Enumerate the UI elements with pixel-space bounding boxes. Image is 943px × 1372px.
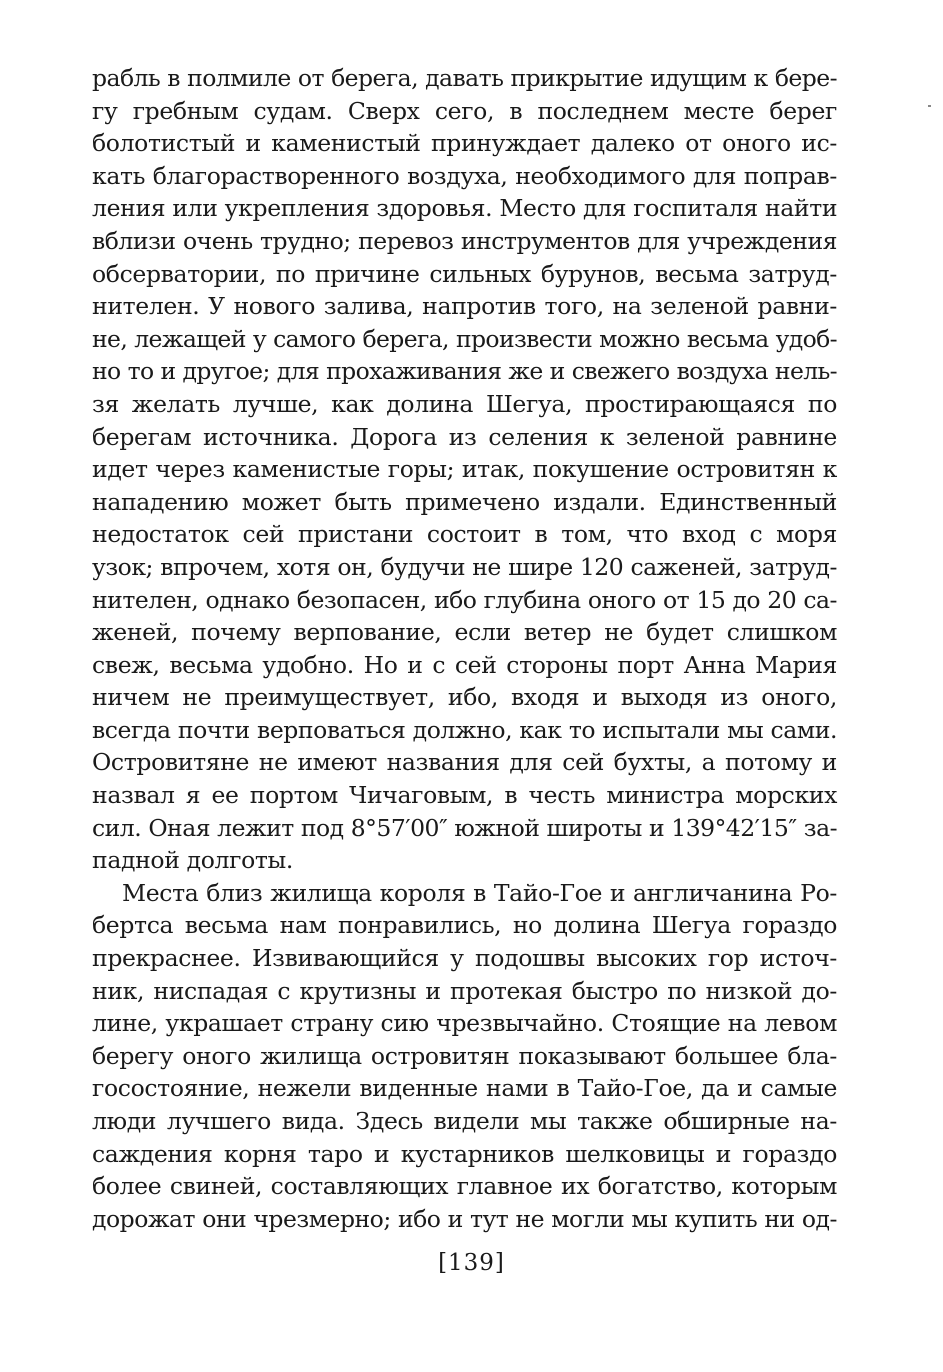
text-line: берегам источника. Дорога из селения к зеленой равнине	[92, 422, 837, 451]
text-line: болотистый и каменистый принуждает далеко от оного ис-	[92, 129, 837, 158]
text-line: более свиней, составляющих главное их богатство, которым	[92, 1172, 837, 1201]
paragraph	[92, 877, 837, 1236]
body-text	[92, 62, 837, 1235]
text-line: госостояние, нежели виденные нами в Тайо-Гое, да и самые	[92, 1074, 837, 1103]
text-line: обсерватории, по причине сильных бурунов, весьма затруд-	[92, 259, 837, 288]
text-line: ления или укрепления здоровья. Место для госпиталя найти	[92, 194, 838, 223]
text-line: зя желать лучше, как долина Шегуа, простирающаяся по	[92, 389, 837, 418]
text-line: всегда почти верповаться должно, как то испытали мы сами.	[92, 715, 837, 744]
text-line: Места близ жилища короля в Тайо-Гое и англичанина Ро-	[122, 878, 837, 907]
text-line: прекраснее. Извивающийся у подошвы высоких гор источ-	[92, 944, 837, 973]
text-line: саждения корня таро и кустарников шелковицы и гораздо	[92, 1139, 837, 1168]
page-number: [139]	[438, 1250, 505, 1276]
text-line: свеж, весьма удобно. Но и с сей стороны порт Анна Мария	[92, 650, 837, 679]
text-line: ничем не преимуществует, ибо, входя и выходя из оного,	[92, 683, 837, 712]
text-line: идет через каменистые горы; итак, покушение островитян к	[92, 455, 837, 484]
text-line: но то и другое; для прохаживания же и свежего воздуха нель-	[92, 357, 837, 386]
text-line: нителен, однако безопасен, ибо глубина оного от 15 до 20 са-	[92, 585, 837, 614]
text-line: узок; впрочем, хотя он, будучи не шире 120 саженей, затруд-	[92, 552, 837, 581]
text-line: вблизи очень трудно; перевоз инструментов для учреждения	[92, 226, 837, 255]
text-line: гу гребным судам. Сверх сего, в последнем месте берег	[92, 96, 837, 125]
text-line: кать благорастворенного воздуха, необходимого для поправ-	[92, 161, 837, 190]
text-line: бертса весьма нам понравились, но долина Шегуа гораздо	[92, 911, 837, 940]
paragraph	[92, 62, 837, 877]
text-line: рабль в полмиле от берега, давать прикрытие идущим к бере-	[92, 64, 837, 92]
margin-mark	[928, 105, 931, 107]
text-line: сил. Оная лежит под 8°57′00″ южной широты и 139°42′15″ за-	[92, 813, 837, 842]
text-line: падной долготы.	[92, 846, 294, 875]
text-line: нападению может быть примечено издали. Единственный	[92, 487, 837, 516]
text-line: лине, украшает страну сию чрезвычайно. Стоящие на левом	[92, 1009, 837, 1038]
text-line: недостаток сей пристани состоит в том, что вход с моря	[92, 520, 837, 549]
text-line: ник, ниспадая с крутизны и протекая быстро по низкой до-	[92, 976, 837, 1005]
text-line: люди лучшего вида. Здесь видели мы также обширные на-	[92, 1107, 837, 1135]
text-line: нителен. У нового залива, напротив того, на зеленой равни-	[92, 292, 837, 321]
text-line: назвал я ее портом Чичаговым, в честь министра морских	[92, 781, 837, 810]
text-line: Островитяне не имеют названия для сей бухты, а потому и	[92, 748, 837, 777]
text-line: берегу оного жилища островитян показывают большее бла-	[92, 1041, 837, 1070]
text-line: дорожат они чрезмерно; ибо и тут не могли мы купить ни од-	[92, 1204, 837, 1233]
text-line: женей, почему верпование, если ветер не будет слишком	[92, 618, 837, 647]
text-line: не, лежащей у самого берега, произвести можно весьма удоб-	[92, 324, 837, 353]
